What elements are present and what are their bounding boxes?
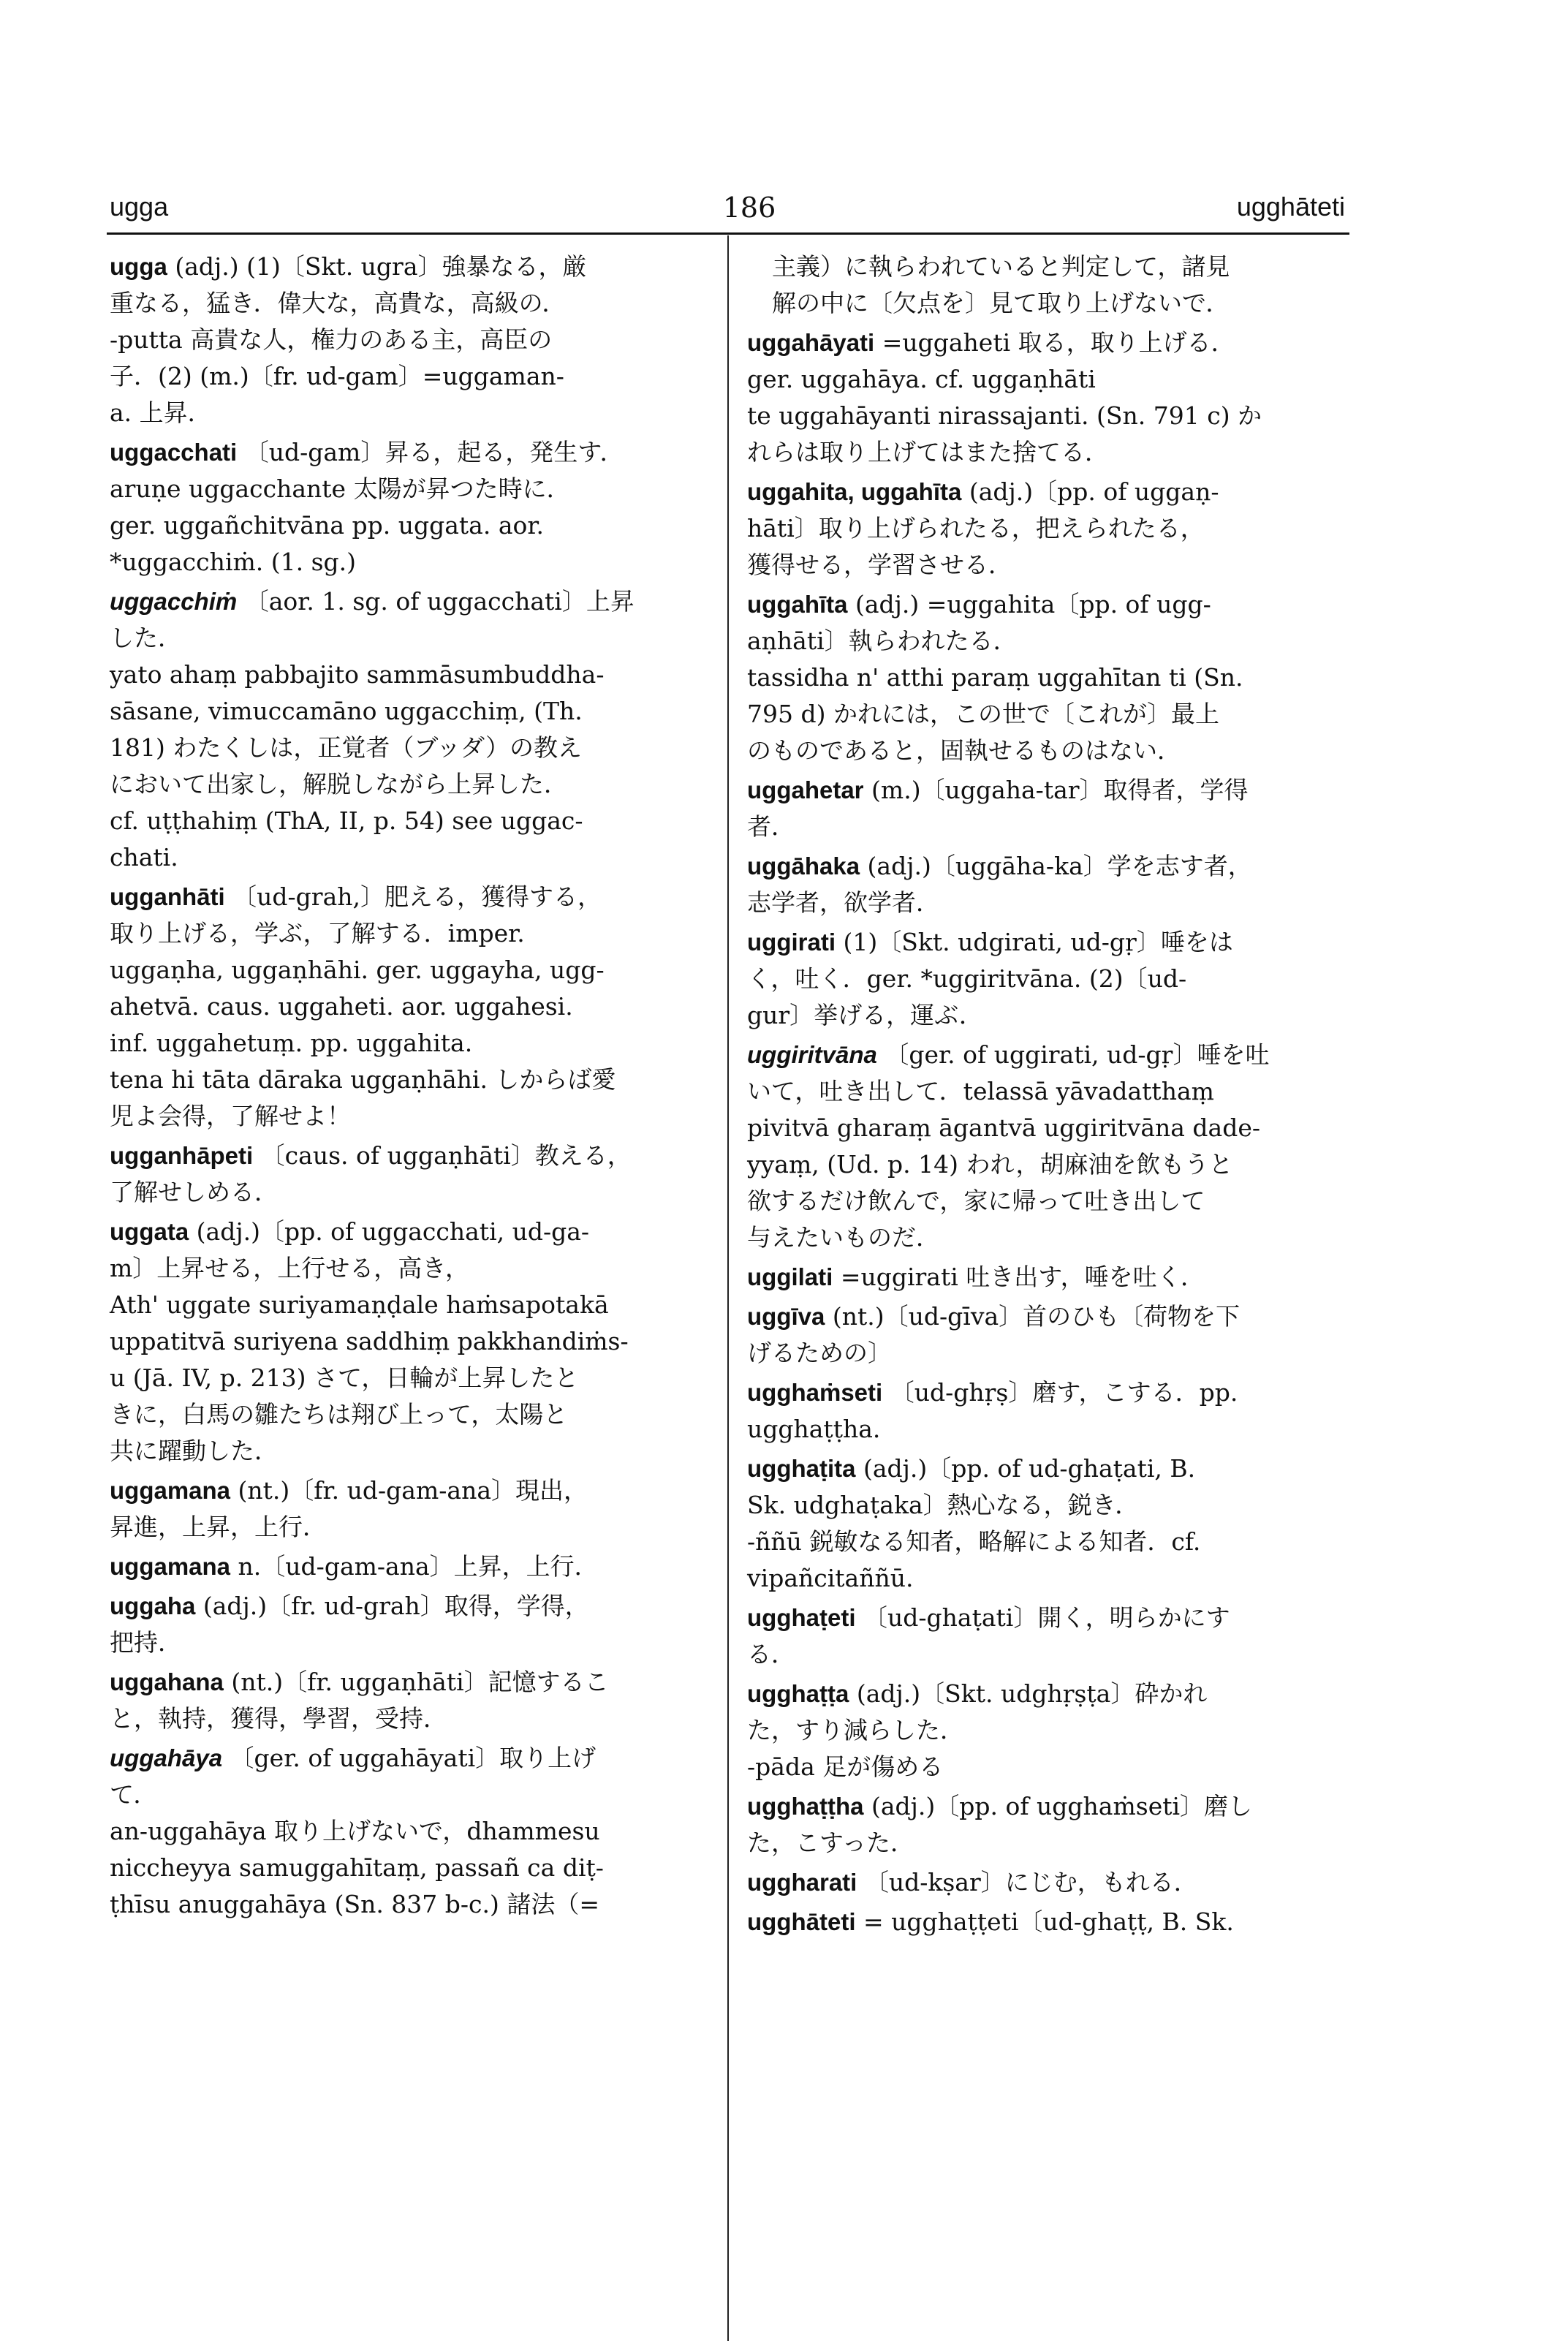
entry-text: のものであると，固執せるものはない．: [747, 736, 1181, 765]
dictionary-entry: [110, 879, 705, 1135]
entry-text: る．: [747, 1640, 795, 1668]
entry-text: niccheyya samuggahītaṃ, passañ ca diṭ-: [110, 1853, 604, 1882]
entry-text: (nt.)〔fr. ud-gam-ana〕現出，: [238, 1476, 588, 1505]
entry-text: =uggirati 吐き出す，唾を吐く．: [840, 1263, 1205, 1291]
entry-text: (adj.) =uggahita〔pp. of ugg-: [855, 590, 1211, 619]
entry-headword: uggamana: [110, 1553, 231, 1580]
entry-text: uppatitvā suriyena saddhiṃ pakkhandiṁs-: [110, 1327, 629, 1355]
entry-headword: uggahīta: [747, 591, 848, 618]
entry-text: te uggahāyanti nirassajanti. (Sn. 791 c) か: [747, 401, 1262, 430]
entry-text: 共に躍動した．: [110, 1437, 279, 1465]
entry-text: 〔ger. of uggirati, ud-gṛ〕唾を吐: [885, 1040, 1270, 1069]
dictionary-entry: [747, 1374, 1357, 1448]
entry-headword: uggahāyati: [747, 329, 875, 356]
column-divider: [727, 235, 729, 2341]
entry-text: a. 上昇．: [110, 398, 212, 427]
right-column: [747, 249, 1357, 1943]
entry-headword: uggahāya: [110, 1744, 223, 1771]
entry-headword: uggamana: [110, 1477, 231, 1504]
entry-text: 取り上げる，学ぶ，了解する．imper.: [110, 919, 525, 948]
entry-text: yato ahaṃ pabbajito sammāsumbuddha-: [110, 660, 605, 689]
dictionary-entry: [110, 1138, 705, 1211]
entry-headword: uggilati: [747, 1263, 833, 1290]
dictionary-entry: [747, 848, 1357, 921]
entry-headword: uggacchiṁ: [110, 588, 238, 615]
entry-text: 〔caus. of uggaṇhāti〕教える，: [260, 1141, 632, 1170]
entry-text: gur〕挙げる，運ぶ．: [747, 1001, 983, 1029]
entry-text: n.〔ud-gam-ana〕上昇，上行．: [238, 1552, 599, 1581]
entry-text: (nt.)〔fr. uggaṇhāti〕記憶するこ: [231, 1668, 609, 1696]
entry-text: tena hi tāta dāraka uggaṇhāhi. しからば愛: [110, 1065, 616, 1094]
entry-headword: ugga: [110, 253, 167, 280]
entry-text: cf. uṭṭhahiṃ (ThA, II, p. 54) see uggac-: [110, 806, 583, 835]
dictionary-entry: [747, 1298, 1357, 1372]
entry-text: 与えたいものだ．: [747, 1223, 940, 1252]
entry-text: pivitvā gharaṃ āgantvā uggiritvāna dade-: [747, 1113, 1261, 1142]
entry-headword: ugghaṭita: [747, 1455, 856, 1482]
entry-text: いて，吐き出して．telassā yāvadatthaṃ: [747, 1077, 1214, 1105]
entry-headword: uggacchati: [110, 439, 238, 466]
entry-headword: ugghāteti: [747, 1908, 856, 1935]
entry-text: (nt.)〔ud-gīva〕首のひも〔荷物を下: [832, 1302, 1241, 1331]
entry-text: =uggaheti 取る，取り上げる．: [882, 328, 1235, 357]
entry-headword: ugghaṭṭa: [747, 1680, 849, 1707]
entry-headword: uggahetar: [747, 776, 864, 803]
entry-text: きに，白馬の雛たちは翔び上って，太陽と: [110, 1400, 568, 1429]
entry-headword: uggharati: [747, 1869, 857, 1896]
entry-text: ahetvā. caus. uggaheti. aor. uggahesi.: [110, 992, 573, 1021]
entry-text: (adj.)〔uggāha-ka〕学を志す者，: [867, 852, 1252, 880]
dictionary-entry: [747, 1864, 1357, 1901]
dictionary-entry: [747, 586, 1357, 769]
entry-text: ger. uggañchitvāna pp. uggata. aor.: [110, 511, 544, 540]
entry-headword: uggirati: [747, 929, 836, 956]
entry-text: (adj.) (1)〔Skt. ugra〕強暴なる，厳: [175, 252, 587, 281]
entry-text: yyaṃ, (Ud. p. 14) われ，胡麻油を飲もうと: [747, 1150, 1233, 1179]
dictionary-entry: [110, 1740, 705, 1923]
dictionary-entry: [747, 1259, 1357, 1296]
entry-text: m〕上昇せる，上行せる，高き，: [110, 1254, 469, 1282]
entry-text: -pāda 足が傷める: [747, 1752, 944, 1781]
entry-text: 795 d) かれには，この世で〔これが〕最上: [747, 700, 1219, 728]
running-head-right: ugghāteti: [1236, 192, 1345, 222]
page-number: 186: [722, 192, 776, 224]
entry-text: inf. uggahetuṃ. pp. uggahita.: [110, 1029, 473, 1057]
entry-text: 〔ud-grah,〕肥える，獲得する，: [232, 882, 602, 911]
dictionary-entry: [747, 1037, 1357, 1256]
dictionary-entry: [747, 924, 1357, 1034]
entry-text: 〔ud-ghṛṣ〕磨す，こする．pp.: [890, 1378, 1238, 1407]
entry-text: 欲するだけ飲んで，家に帰って吐き出して: [747, 1187, 1205, 1215]
dictionary-entry: [747, 474, 1357, 583]
entry-headword: uggahita, uggahīta: [747, 478, 962, 505]
entry-text: 志学者，欲学者．: [747, 888, 940, 917]
dictionary-entry: [747, 1676, 1357, 1785]
entry-headword: uggīva: [747, 1303, 825, 1330]
entry-text: 〔ger. of uggahāyati〕取り上げ: [230, 1744, 596, 1772]
dictionary-entry: [747, 1788, 1357, 1861]
running-head-left: ugga: [110, 192, 169, 222]
entry-text: (adj.)〔pp. of uggacchati, ud-ga-: [196, 1217, 590, 1246]
dictionary-entry: [747, 1451, 1357, 1597]
entry-headword: uggata: [110, 1218, 189, 1245]
entry-text: 昇進，上昇，上行．: [110, 1513, 327, 1541]
entry-text: た，こすった．: [747, 1828, 915, 1857]
entry-text: ger. uggahāya. cf. uggaṇhāti: [747, 365, 1096, 393]
entry-text: て．: [110, 1780, 158, 1809]
entry-text: sāsane, vimuccamāno uggacchiṃ, (Th.: [110, 697, 583, 725]
entry-text: u (Jā. IV, p. 213) さて，日輪が上昇したと: [110, 1364, 579, 1392]
entry-text: 主義）に執らわれていると判定して，諸見: [772, 252, 1230, 281]
entry-text: (adj.)〔pp. of uggaṇ-: [969, 477, 1219, 506]
entry-text: 解の中に〔欠点を〕見て取り上げないで．: [772, 289, 1230, 317]
entry-text: 獲得せる，学習させる．: [747, 551, 1012, 579]
entry-text: -ññū 鋭敏なる知者，略解による知者．cf.: [747, 1527, 1201, 1556]
entry-text: た，すり減らした．: [747, 1716, 964, 1744]
dictionary-entry: [110, 434, 705, 580]
dictionary-entry: [110, 1588, 705, 1661]
entry-headword: ugganhāti: [110, 883, 225, 910]
entry-text: *uggacchiṁ. (1. sg.): [110, 548, 356, 576]
entry-text: = ugghaṭṭeti〔ud-ghaṭṭ, B. Sk.: [863, 1907, 1234, 1936]
entry-text: (adj.)〔Skt. udghṛṣṭa〕砕かれ: [856, 1679, 1208, 1708]
entry-continuation: [747, 249, 1357, 322]
entry-headword: uggaha: [110, 1592, 196, 1619]
entry-headword: ugghaṭṭha: [747, 1793, 864, 1820]
entry-headword: ugghaṭeti: [747, 1604, 856, 1631]
dictionary-entry: [747, 1600, 1357, 1673]
entry-headword: ugghaṁseti: [747, 1379, 883, 1406]
entry-text: げるための〕: [747, 1339, 892, 1367]
entry-text: 重なる，猛き．偉大な，高貴な，高級の．: [110, 289, 567, 317]
entry-text: tassidha n' atthi paraṃ uggahītan ti (Sn.: [747, 663, 1243, 692]
dictionary-entry: [110, 1548, 705, 1585]
entry-text: く，吐く．ger. *uggiritvāna. (2)〔ud-: [747, 964, 1187, 993]
entry-text: 者．: [747, 812, 795, 841]
entry-text: uggaṇha, uggaṇhāhi. ger. uggayha, ugg-: [110, 956, 605, 984]
entry-text: 〔aor. 1. sg. of uggacchati〕上昇: [244, 587, 635, 616]
left-column: [110, 249, 705, 1926]
entry-text: (adj.)〔fr. ud-grah〕取得，学得，: [202, 1592, 589, 1620]
entry-text: 了解せしめる．: [110, 1178, 279, 1206]
entry-text: ugghaṭṭha.: [747, 1415, 881, 1443]
dictionary-entry: [110, 249, 705, 431]
entry-text: aṇhāti〕執らわれたる．: [747, 627, 1018, 655]
entry-text: -putta 高貴な人，権力のある主，高臣の: [110, 325, 553, 354]
entry-headword: ugganhāpeti: [110, 1142, 254, 1169]
entry-text: 子．(2) (m.)〔fr. ud-gam〕=uggaman-: [110, 362, 564, 390]
header-rule: [107, 232, 1349, 235]
entry-text: ṭhīsu anuggahāya (Sn. 837 b-c.) 諸法（=: [110, 1890, 600, 1918]
dictionary-entry: [747, 1904, 1357, 1940]
entry-text: aruṇe uggacchante 太陽が昇つた時に．: [110, 474, 571, 503]
dictionary-entry: [110, 1472, 705, 1546]
entry-text: Sk. udghaṭaka〕熱心なる，鋭き．: [747, 1491, 1140, 1519]
entry-text: (1)〔Skt. udgirati, ud-gṛ〕唾をは: [843, 928, 1233, 956]
entry-text: an-uggahāya 取り上げないで，dhammesu: [110, 1817, 600, 1845]
entry-headword: uggiritvāna: [747, 1041, 877, 1068]
entry-text: 児よ会得，了解せよ！: [110, 1102, 351, 1130]
dictionary-entry: [110, 583, 705, 876]
dictionary-entry: [747, 772, 1357, 845]
page-header: [110, 192, 1345, 232]
entry-text: 〔ud-gam〕昇る，起る，発生す．: [244, 438, 624, 466]
entry-text: れらは取り上げてはまた捨てる．: [747, 438, 1109, 466]
entry-text: vipañcitaññū.: [747, 1564, 914, 1592]
entry-text: hāti〕取り上げられたる，把えられたる，: [747, 514, 1205, 542]
entry-text: Ath' uggate suriyamaṇḍale haṁsapotakā: [110, 1290, 609, 1319]
entry-text: 把持．: [110, 1628, 182, 1657]
dictionary-entry: [110, 1664, 705, 1737]
entry-text: chati.: [110, 843, 178, 871]
dictionary-entry: [110, 1214, 705, 1470]
entry-text: (adj.)〔pp. of ud-ghaṭati, B.: [863, 1454, 1196, 1483]
entry-headword: uggāhaka: [747, 852, 860, 880]
dictionary-entry: [747, 325, 1357, 471]
entry-headword: uggahana: [110, 1668, 224, 1695]
entry-text: (adj.)〔pp. of ugghaṁseti〕磨し: [871, 1792, 1253, 1820]
entry-text: 〔ud-kṣar〕にじむ，もれる．: [864, 1868, 1198, 1896]
entry-text: した．: [110, 624, 182, 652]
entry-text: 〔ud-ghaṭati〕開く，明らかにす: [863, 1603, 1230, 1632]
entry-text: 181) わたくしは，正覚者（ブッダ）の教え: [110, 733, 583, 762]
entry-text: (m.)〔uggaha-tar〕取得者，学得: [871, 776, 1249, 804]
entry-text: において出家し，解脱しながら上昇した．: [110, 770, 568, 798]
entry-text: と，執持，獲得，學習，受持．: [110, 1704, 447, 1733]
